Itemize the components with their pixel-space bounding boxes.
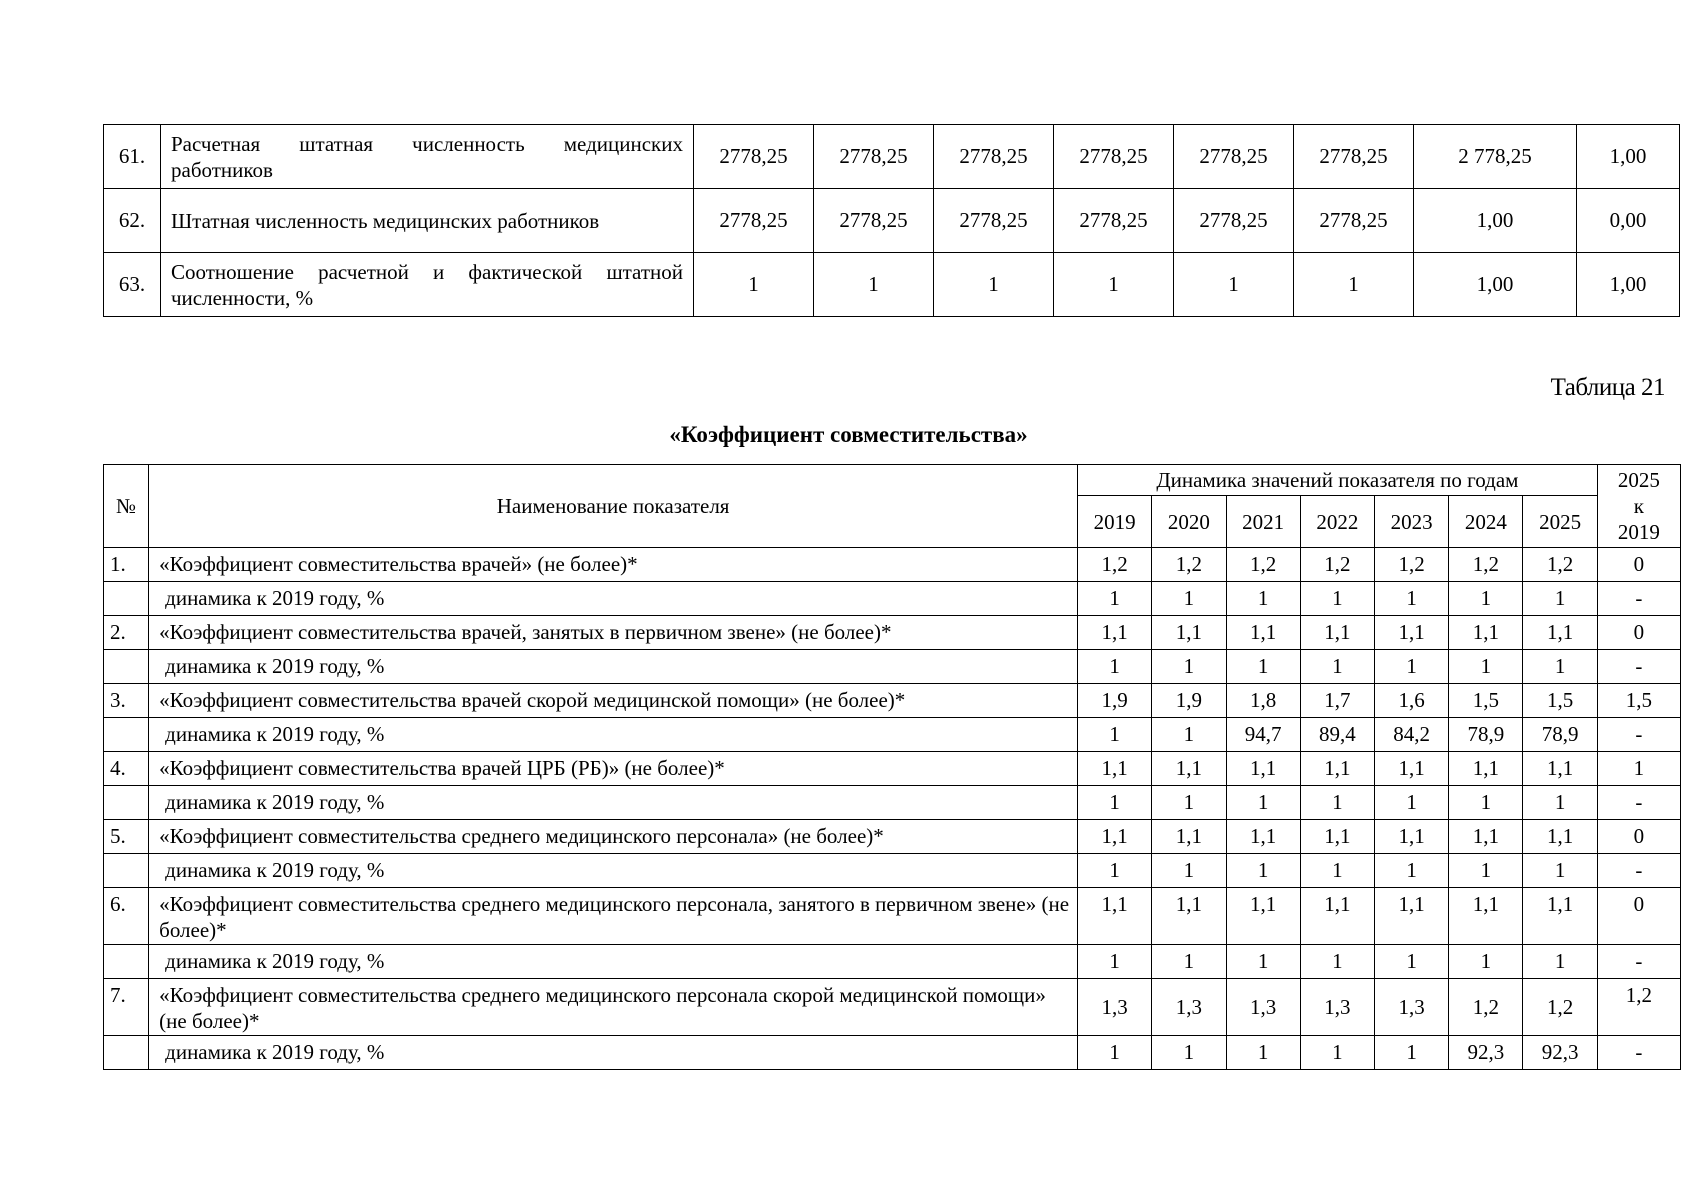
- indicator-name: динамика к 2019 году, %: [149, 650, 1078, 684]
- header-year: 2020: [1152, 496, 1226, 548]
- row-number: [104, 718, 149, 752]
- header-year: 2021: [1226, 496, 1300, 548]
- cell-value: 1,00: [1577, 253, 1680, 317]
- cell-value: 2778,25: [694, 125, 814, 189]
- table-row-dynamics: [104, 582, 1681, 616]
- cell-value: 2778,25: [1174, 189, 1294, 253]
- cell-value: 2778,25: [934, 125, 1054, 189]
- indicator-name: динамика к 2019 году, %: [149, 854, 1078, 888]
- indicator-name: «Коэффициент совместительства врачей» (не более)*: [149, 548, 1078, 582]
- cell-value: 1: [1152, 786, 1226, 820]
- cell-value: 1,2: [1523, 548, 1597, 582]
- cell-value: 1: [1054, 253, 1174, 317]
- cell-value: 1,1: [1078, 888, 1152, 945]
- cell-value: 1: [1300, 786, 1374, 820]
- indicator-name: динамика к 2019 году, %: [149, 718, 1078, 752]
- cell-value: 1,2: [1226, 548, 1300, 582]
- cell-value: 1: [1300, 854, 1374, 888]
- cell-value: 1: [1375, 1036, 1449, 1070]
- indicator-name: «Коэффициент совместительства врачей, занятых в первичном звене» (не более)*: [149, 616, 1078, 650]
- cell-value: 1,1: [1226, 888, 1300, 945]
- cell-value: 1: [1375, 650, 1449, 684]
- table-row: [104, 548, 1681, 582]
- row-number: [104, 854, 149, 888]
- cell-value: 1,2: [1152, 548, 1226, 582]
- cell-2025-to-2019: -: [1597, 1036, 1680, 1070]
- cell-value: 1,00: [1414, 189, 1577, 253]
- cell-value: 1: [1152, 945, 1226, 979]
- cell-2025-to-2019: -: [1597, 718, 1680, 752]
- cell-value: 1: [1523, 650, 1597, 684]
- cell-value: 2778,25: [1294, 189, 1414, 253]
- cell-value: 2 778,25: [1414, 125, 1577, 189]
- table-row-dynamics: [104, 786, 1681, 820]
- cell-value: 1: [1449, 582, 1523, 616]
- cell-value: 2778,25: [694, 189, 814, 253]
- cell-value: 1: [1152, 854, 1226, 888]
- cell-value: 2778,25: [1054, 189, 1174, 253]
- header-year: 2019: [1078, 496, 1152, 548]
- row-number: 5.: [104, 820, 149, 854]
- indicator-name: динамика к 2019 году, %: [149, 786, 1078, 820]
- table-caption: Таблица 21: [1550, 374, 1665, 401]
- table-title: «Коэффициент совместительства»: [669, 422, 1028, 447]
- cell-value: 1: [1226, 650, 1300, 684]
- cell-value: 1,1: [1226, 752, 1300, 786]
- cell-value: 92,3: [1523, 1036, 1597, 1070]
- cell-2025-to-2019: -: [1597, 786, 1680, 820]
- row-number: 2.: [104, 616, 149, 650]
- cell-value: 1,7: [1300, 684, 1374, 718]
- cell-2025-to-2019: -: [1597, 945, 1680, 979]
- cell-value: 1,1: [1523, 820, 1597, 854]
- cell-value: 1,1: [1449, 752, 1523, 786]
- indicator-name: «Коэффициент совместительства среднего медицинского персонала» (не более)*: [149, 820, 1078, 854]
- row-number: [104, 945, 149, 979]
- cell-value: 84,2: [1375, 718, 1449, 752]
- cell-value: 1: [1078, 718, 1152, 752]
- row-number: [104, 1036, 149, 1070]
- cell-value: 2778,25: [1174, 125, 1294, 189]
- indicator-name: динамика к 2019 году, %: [149, 1036, 1078, 1070]
- coefficient-table: [103, 464, 1681, 1070]
- indicator-name: динамика к 2019 году, %: [149, 582, 1078, 616]
- row-number: 3.: [104, 684, 149, 718]
- row-number: [104, 786, 149, 820]
- cell-2025-to-2019: 1: [1597, 752, 1680, 786]
- cell-value: 1: [1375, 945, 1449, 979]
- cell-value: 2778,25: [814, 189, 934, 253]
- cell-value: 2778,25: [1054, 125, 1174, 189]
- cell-value: 1: [1294, 253, 1414, 317]
- cell-value: 1,3: [1375, 979, 1449, 1036]
- cell-value: 1,3: [1078, 979, 1152, 1036]
- cell-value: 1,1: [1078, 752, 1152, 786]
- cell-value: 1,1: [1078, 616, 1152, 650]
- indicator-name: «Коэффициент совместительства врачей скорой медицинской помощи» (не более)*: [149, 684, 1078, 718]
- cell-value: 1,5: [1523, 684, 1597, 718]
- row-number: 63.: [104, 253, 161, 317]
- row-number: 4.: [104, 752, 149, 786]
- table-row: [104, 684, 1681, 718]
- cell-value: 92,3: [1449, 1036, 1523, 1070]
- cell-value: 1: [1523, 786, 1597, 820]
- cell-value: 2778,25: [934, 189, 1054, 253]
- cell-value: 1: [694, 253, 814, 317]
- table-row-dynamics: [104, 1036, 1681, 1070]
- cell-value: 1: [1449, 786, 1523, 820]
- cell-value: 1: [1226, 786, 1300, 820]
- cell-value: 1: [814, 253, 934, 317]
- table-row-dynamics: [104, 945, 1681, 979]
- cell-value: 1: [1226, 945, 1300, 979]
- row-number: 6.: [104, 888, 149, 945]
- cell-value: 1,1: [1375, 752, 1449, 786]
- indicator-name: «Коэффициент совместительства среднего медицинского персонала скорой медицинской помощи» (не более)*: [149, 979, 1078, 1036]
- table-row: [104, 888, 1681, 945]
- cell-2025-to-2019: -: [1597, 854, 1680, 888]
- cell-value: 1: [1226, 854, 1300, 888]
- cell-value: 1: [1078, 1036, 1152, 1070]
- cell-2025-to-2019: 0: [1597, 820, 1680, 854]
- row-number: 62.: [104, 189, 161, 253]
- cell-value: 1,1: [1078, 820, 1152, 854]
- row-number: [104, 650, 149, 684]
- cell-value: 1,8: [1226, 684, 1300, 718]
- cell-value: 1: [1449, 945, 1523, 979]
- cell-value: 1: [1523, 582, 1597, 616]
- cell-value: 1,3: [1152, 979, 1226, 1036]
- row-number: [104, 582, 149, 616]
- cell-value: 1,1: [1152, 820, 1226, 854]
- cell-value: 1,2: [1300, 548, 1374, 582]
- indicator-name: Соотношение расчетной и фактической штатной численности, %: [161, 253, 694, 317]
- cell-value: 1,1: [1523, 888, 1597, 945]
- staffing-table: [103, 124, 1680, 317]
- cell-value: 1,00: [1414, 253, 1577, 317]
- cell-value: 1,1: [1300, 820, 1374, 854]
- cell-value: 1: [1375, 786, 1449, 820]
- cell-value: 1,1: [1449, 888, 1523, 945]
- cell-value: 1: [1078, 650, 1152, 684]
- header-2025-to-2019: 2025 к 2019: [1597, 465, 1680, 548]
- cell-2025-to-2019: -: [1597, 582, 1680, 616]
- cell-value: 1: [1300, 945, 1374, 979]
- cell-value: 1,00: [1577, 125, 1680, 189]
- cell-value: 1: [1174, 253, 1294, 317]
- cell-value: 1,9: [1078, 684, 1152, 718]
- cell-value: 1: [1375, 854, 1449, 888]
- cell-value: 1,1: [1152, 616, 1226, 650]
- cell-value: 1: [1300, 650, 1374, 684]
- cell-value: 1: [1300, 582, 1374, 616]
- cell-value: 1: [1226, 582, 1300, 616]
- cell-value: 0,00: [1577, 189, 1680, 253]
- indicator-name: динамика к 2019 году, %: [149, 945, 1078, 979]
- cell-value: 1,1: [1226, 820, 1300, 854]
- cell-value: 1,1: [1375, 820, 1449, 854]
- cell-2025-to-2019: 0: [1597, 616, 1680, 650]
- cell-value: 1,1: [1449, 616, 1523, 650]
- header-year: 2024: [1449, 496, 1523, 548]
- cell-2025-to-2019: 1,2: [1597, 979, 1680, 1036]
- header-indicator-name: Наименование показателя: [149, 465, 1078, 548]
- header-dynamics: Динамика значений показателя по годам: [1078, 465, 1598, 496]
- cell-value: 1: [1523, 945, 1597, 979]
- row-number: 1.: [104, 548, 149, 582]
- indicator-name: Штатная численность медицинских работников: [161, 189, 694, 253]
- row-number: 7.: [104, 979, 149, 1036]
- table-row: [104, 253, 1680, 317]
- table-row: [104, 189, 1680, 253]
- cell-value: 1: [1300, 1036, 1374, 1070]
- table-row: [104, 820, 1681, 854]
- cell-value: 1,2: [1375, 548, 1449, 582]
- cell-value: 1: [1226, 1036, 1300, 1070]
- table-row-dynamics: [104, 650, 1681, 684]
- cell-value: 89,4: [1300, 718, 1374, 752]
- cell-2025-to-2019: 0: [1597, 548, 1680, 582]
- cell-value: 1,1: [1449, 820, 1523, 854]
- cell-value: 1,3: [1226, 979, 1300, 1036]
- cell-value: 1: [1078, 786, 1152, 820]
- cell-2025-to-2019: 1,5: [1597, 684, 1680, 718]
- header-year: 2022: [1300, 496, 1374, 548]
- cell-value: 1,1: [1375, 888, 1449, 945]
- cell-value: 1: [1078, 945, 1152, 979]
- cell-2025-to-2019: 0: [1597, 888, 1680, 945]
- cell-value: 1: [934, 253, 1054, 317]
- cell-value: 1: [1449, 854, 1523, 888]
- cell-value: 1: [1375, 582, 1449, 616]
- cell-value: 1,5: [1449, 684, 1523, 718]
- cell-value: 1: [1523, 854, 1597, 888]
- cell-value: 1,1: [1523, 752, 1597, 786]
- table-row: [104, 752, 1681, 786]
- cell-value: 1,2: [1449, 548, 1523, 582]
- table-row-dynamics: [104, 854, 1681, 888]
- table-row: [104, 616, 1681, 650]
- header-year: 2023: [1375, 496, 1449, 548]
- cell-value: 1,1: [1523, 616, 1597, 650]
- cell-value: 1: [1078, 854, 1152, 888]
- cell-value: 1: [1152, 582, 1226, 616]
- cell-value: 1,1: [1375, 616, 1449, 650]
- cell-value: 1: [1152, 650, 1226, 684]
- indicator-name: «Коэффициент совместительства среднего медицинского персонала, занятого в первичном звене» (не более)*: [149, 888, 1078, 945]
- cell-value: 1,1: [1300, 888, 1374, 945]
- row-number: 61.: [104, 125, 161, 189]
- header-number: №: [104, 465, 149, 548]
- cell-value: 1,2: [1449, 979, 1523, 1036]
- cell-value: 1,2: [1523, 979, 1597, 1036]
- cell-value: 1,1: [1152, 752, 1226, 786]
- cell-value: 2778,25: [814, 125, 934, 189]
- header-year: 2025: [1523, 496, 1597, 548]
- cell-value: 1: [1449, 650, 1523, 684]
- cell-value: 1,6: [1375, 684, 1449, 718]
- cell-value: 1,9: [1152, 684, 1226, 718]
- cell-value: 1,1: [1152, 888, 1226, 945]
- cell-value: 94,7: [1226, 718, 1300, 752]
- cell-value: 1,3: [1300, 979, 1374, 1036]
- table-row-dynamics: [104, 718, 1681, 752]
- table-row: [104, 979, 1681, 1036]
- header-row: [104, 465, 1681, 496]
- cell-2025-to-2019: -: [1597, 650, 1680, 684]
- cell-value: 2778,25: [1294, 125, 1414, 189]
- indicator-name: «Коэффициент совместительства врачей ЦРБ (РБ)» (не более)*: [149, 752, 1078, 786]
- cell-value: 1: [1078, 582, 1152, 616]
- cell-value: 78,9: [1523, 718, 1597, 752]
- cell-value: 1,2: [1078, 548, 1152, 582]
- cell-value: 1,1: [1226, 616, 1300, 650]
- cell-value: 1,1: [1300, 752, 1374, 786]
- table-row: [104, 125, 1680, 189]
- cell-value: 1: [1152, 1036, 1226, 1070]
- cell-value: 1: [1152, 718, 1226, 752]
- cell-value: 1,1: [1300, 616, 1374, 650]
- cell-value: 78,9: [1449, 718, 1523, 752]
- indicator-name: Расчетная штатная численность медицинских работников: [161, 125, 694, 189]
